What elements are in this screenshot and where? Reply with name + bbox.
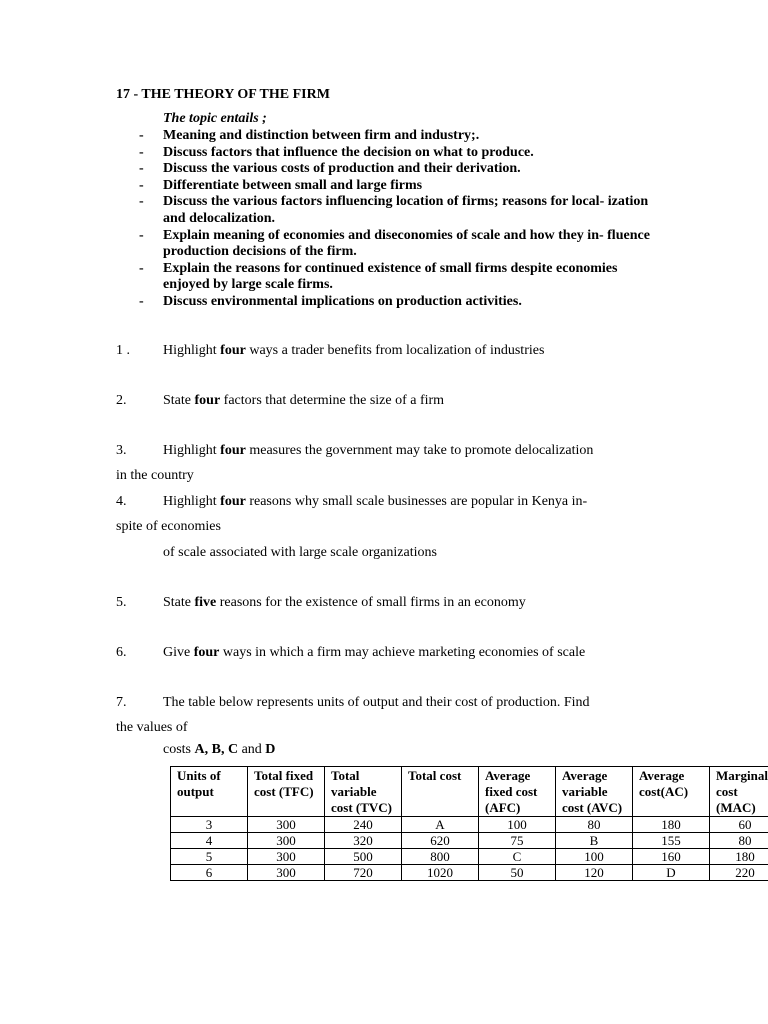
table-header-cell: Average cost(AC) bbox=[633, 767, 710, 817]
table-cell: 80 bbox=[556, 817, 633, 833]
table-cell: 100 bbox=[479, 817, 556, 833]
question bbox=[116, 338, 646, 363]
topic-intro: The topic entails ; bbox=[163, 111, 267, 126]
bullet-dash: - bbox=[139, 128, 144, 143]
table-row bbox=[171, 833, 768, 849]
question-number: 3. bbox=[116, 443, 127, 458]
topic-item bbox=[139, 261, 659, 294]
table-cell: 180 bbox=[710, 849, 768, 865]
question-continuation: the values of bbox=[116, 720, 188, 736]
table-header-cell: Total variable cost (TVC) bbox=[325, 767, 402, 817]
question-number: 7. bbox=[116, 695, 127, 710]
question-keyword: four bbox=[193, 645, 220, 660]
question bbox=[116, 640, 646, 665]
question bbox=[116, 388, 646, 413]
bullet-dash: - bbox=[139, 144, 144, 160]
question-text: Give bbox=[163, 645, 194, 660]
bullet-dash: - bbox=[139, 293, 144, 309]
table-cell: 120 bbox=[556, 865, 633, 881]
table-cell: 720 bbox=[325, 865, 402, 881]
question-number: 4. bbox=[116, 494, 127, 509]
costs-bold-d: D bbox=[265, 742, 276, 757]
table-cell: 220 bbox=[710, 865, 768, 881]
bullet-dash: - bbox=[139, 177, 144, 193]
costs-line bbox=[116, 737, 646, 762]
question-continuation: spite of economies bbox=[116, 519, 221, 535]
topic-item bbox=[139, 194, 659, 227]
table-cell: 75 bbox=[479, 833, 556, 849]
costs-bold: A, B, C bbox=[194, 742, 239, 757]
topic-text: Meaning and distinction between firm and industry;. bbox=[163, 128, 480, 143]
topic-text: Explain the reasons for continued existence of small firms despite economies enjoyed by large scale firms. bbox=[163, 260, 618, 293]
topic-text: Differentiate between small and large firms bbox=[163, 177, 423, 193]
table-cell: 1020 bbox=[402, 865, 479, 881]
table-cell: 300 bbox=[248, 833, 325, 849]
bullet-dash: - bbox=[139, 260, 144, 276]
table-cell: A bbox=[402, 817, 479, 833]
question-number: 1 . bbox=[116, 343, 130, 358]
topic-text: Discuss factors that influence the decision on what to produce. bbox=[163, 144, 534, 160]
question bbox=[116, 590, 646, 615]
question-number: 5. bbox=[116, 595, 127, 610]
table-header-row bbox=[171, 767, 768, 817]
question-text: measures the government may take to promote delocalization bbox=[245, 443, 594, 458]
question-keyword: five bbox=[194, 595, 217, 610]
table-cell: 800 bbox=[402, 849, 479, 865]
question-text: Highlight bbox=[163, 443, 221, 458]
table-cell: 620 bbox=[402, 833, 479, 849]
chapter-title: 17 - THE THEORY OF THE FIRM bbox=[116, 87, 330, 102]
question-text: Highlight bbox=[163, 494, 221, 509]
topic-list bbox=[139, 128, 659, 311]
table-cell: 5 bbox=[171, 849, 248, 865]
question bbox=[116, 690, 646, 741]
bullet-dash: - bbox=[139, 194, 144, 210]
table-cell: 180 bbox=[633, 817, 710, 833]
table-cell: 100 bbox=[556, 849, 633, 865]
topic-item bbox=[139, 145, 659, 162]
costs-text: costs bbox=[163, 742, 195, 757]
question-keyword: four bbox=[220, 443, 246, 458]
bullet-dash: - bbox=[139, 161, 144, 177]
question bbox=[116, 438, 646, 489]
table-cell: 320 bbox=[325, 833, 402, 849]
table-cell: 240 bbox=[325, 817, 402, 833]
question-text: reasons why small scale businesses are popular in Kenya in- bbox=[245, 494, 588, 509]
bullet-dash: - bbox=[139, 227, 144, 243]
table-cell: 3 bbox=[171, 817, 248, 833]
table-cell: 300 bbox=[248, 849, 325, 865]
table-header-cell: Total fixed cost (TFC) bbox=[248, 767, 325, 817]
question-text: Highlight bbox=[163, 343, 221, 358]
question-text: State bbox=[163, 595, 195, 610]
table-row bbox=[171, 849, 768, 865]
cost-table bbox=[170, 766, 768, 881]
table-body bbox=[171, 817, 768, 881]
question-text: ways in which a firm may achieve marketing economies of scale bbox=[219, 645, 586, 660]
table-cell: 500 bbox=[325, 849, 402, 865]
table-cell: 60 bbox=[710, 817, 768, 833]
question-keyword: four bbox=[220, 343, 246, 358]
question-number: 6. bbox=[116, 645, 127, 660]
topic-text: Discuss the various factors influencing location of firms; reasons for local- ization and delocalization. bbox=[163, 194, 649, 226]
question-keyword: four bbox=[194, 393, 221, 408]
question-keyword: four bbox=[220, 494, 246, 509]
table-cell: 160 bbox=[633, 849, 710, 865]
table-cell: 50 bbox=[479, 865, 556, 881]
topic-item bbox=[139, 228, 659, 261]
table-header-cell: Marginal cost (MAC) bbox=[710, 767, 768, 817]
table-cell: 80 bbox=[710, 833, 768, 849]
question-continuation: in the country bbox=[116, 468, 194, 484]
topic-item bbox=[139, 161, 659, 178]
costs-mid: and bbox=[238, 742, 266, 757]
question-text: ways a trader benefits from localization of industries bbox=[245, 343, 545, 358]
question-text: factors that determine the size of a firm bbox=[220, 393, 445, 408]
topic-item bbox=[139, 294, 659, 311]
table-cell: 300 bbox=[248, 817, 325, 833]
table-header-cell: Average fixed cost (AFC) bbox=[479, 767, 556, 817]
table-cell: 4 bbox=[171, 833, 248, 849]
table-cell: 6 bbox=[171, 865, 248, 881]
table-cell: D bbox=[633, 865, 710, 881]
question-text: The table below represents units of output and their cost of production. Find bbox=[163, 695, 590, 710]
table-header-cell: Units of output bbox=[171, 767, 248, 817]
table-header-cell: Average variable cost (AVC) bbox=[556, 767, 633, 817]
question-continuation: of scale associated with large scale organizations bbox=[163, 544, 437, 560]
table-header-cell: Total cost bbox=[402, 767, 479, 817]
question bbox=[116, 489, 646, 565]
table-row bbox=[171, 865, 768, 881]
topic-item bbox=[139, 178, 659, 195]
question-number: 2. bbox=[116, 393, 127, 408]
question-text: reasons for the existence of small firms in an economy bbox=[216, 595, 526, 610]
question-text: State bbox=[163, 393, 195, 408]
topic-text: Discuss the various costs of production and their derivation. bbox=[163, 161, 521, 177]
table-cell: B bbox=[556, 833, 633, 849]
table-cell: 300 bbox=[248, 865, 325, 881]
table-cell: C bbox=[479, 849, 556, 865]
table-cell: 155 bbox=[633, 833, 710, 849]
topic-text: Explain meaning of economies and diseconomies of scale and how they in- fluence production decisions of the firm. bbox=[163, 227, 650, 260]
topic-text: Discuss environmental implications on production activities. bbox=[163, 293, 522, 309]
topic-item bbox=[139, 128, 659, 145]
table-row bbox=[171, 817, 768, 833]
